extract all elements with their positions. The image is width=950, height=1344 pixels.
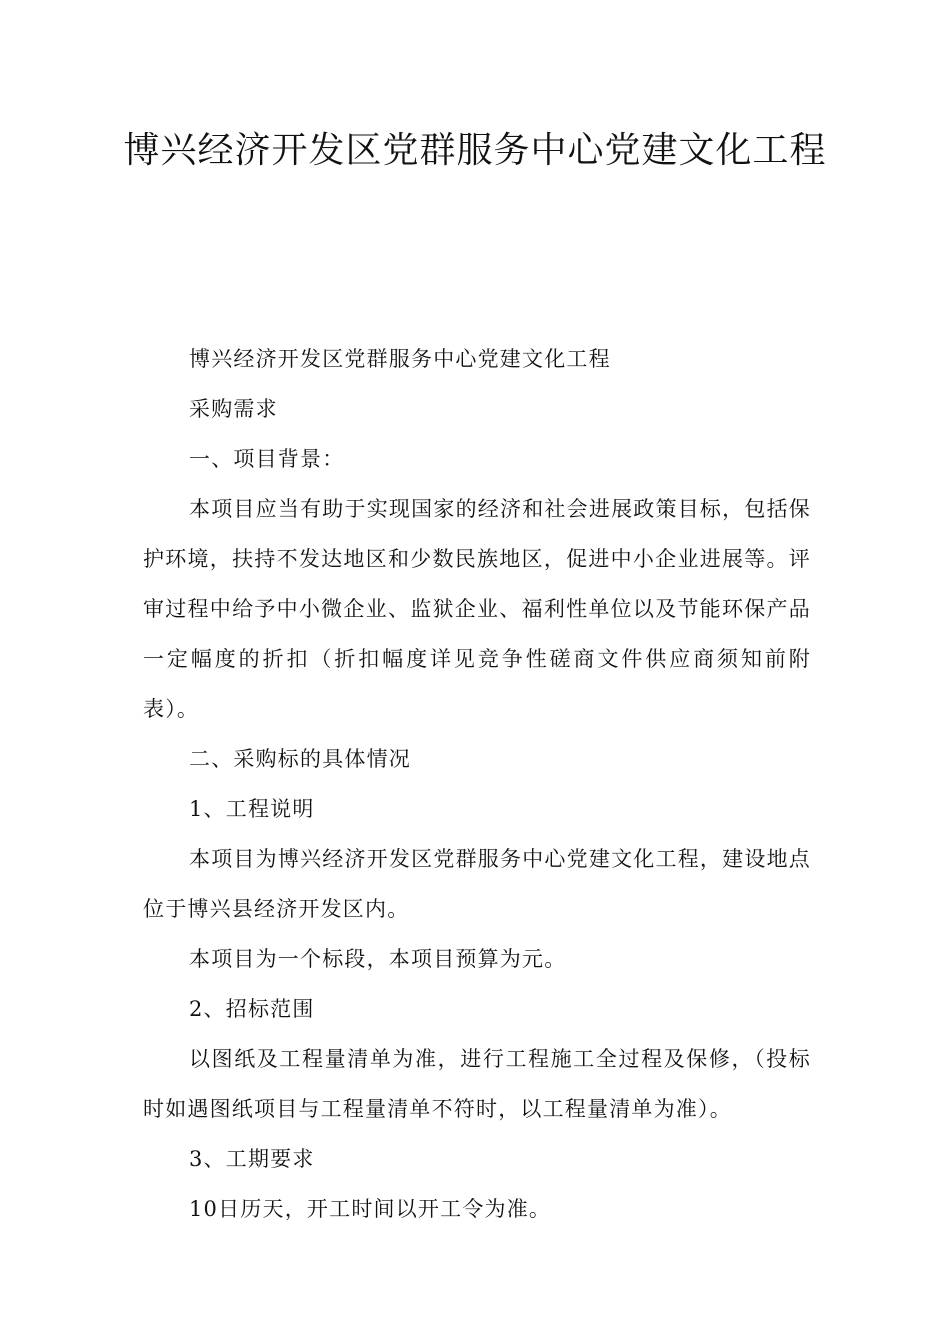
paragraph-project-location: 本项目为博兴经济开发区党群服务中心党建文化工程，建设地点位于博兴县经济开发区内。 (143, 847, 811, 921)
paragraph-background-text: 本项目应当有助于实现国家的经济和社会进展政策目标，包括保护环境，扶持不发达地区和少数民族地区，促进中小企业进展等。评审过程中给予中小微企业、监狱企业、福利性单位以及节能环保产品一定幅度的折扣（折扣幅度详见竞争性磋商文件供应商须知前附表）。 (143, 497, 811, 721)
heading-tender-scope: 2、招标范围 (189, 997, 315, 1021)
paragraph-project-name: 博兴经济开发区党群服务中心党建文化工程 (189, 347, 611, 371)
heading-schedule: 3、工期要求 (189, 1147, 315, 1171)
paragraph-schedule: 10日历天，开工时间以开工令为准。 (189, 1197, 552, 1221)
paragraph-tender-scope: 以图纸及工程量清单为准，进行工程施工全过程及保修，（投标时如遇图纸项目与工程量清单不符时，以工程量清单为准）。 (143, 1047, 811, 1121)
heading-project-background: 一、项目背景： (189, 447, 345, 471)
document-title: 博兴经济开发区党群服务中心党建文化工程 (123, 130, 827, 171)
document-body (143, 334, 811, 1234)
paragraph-budget: 本项目为一个标段，本项目预算为元。 (189, 947, 567, 971)
paragraph-procurement-demand: 采购需求 (189, 397, 278, 421)
heading-procurement-details: 二、采购标的具体情况 (189, 747, 411, 771)
heading-project-description: 1、工程说明 (189, 797, 315, 821)
